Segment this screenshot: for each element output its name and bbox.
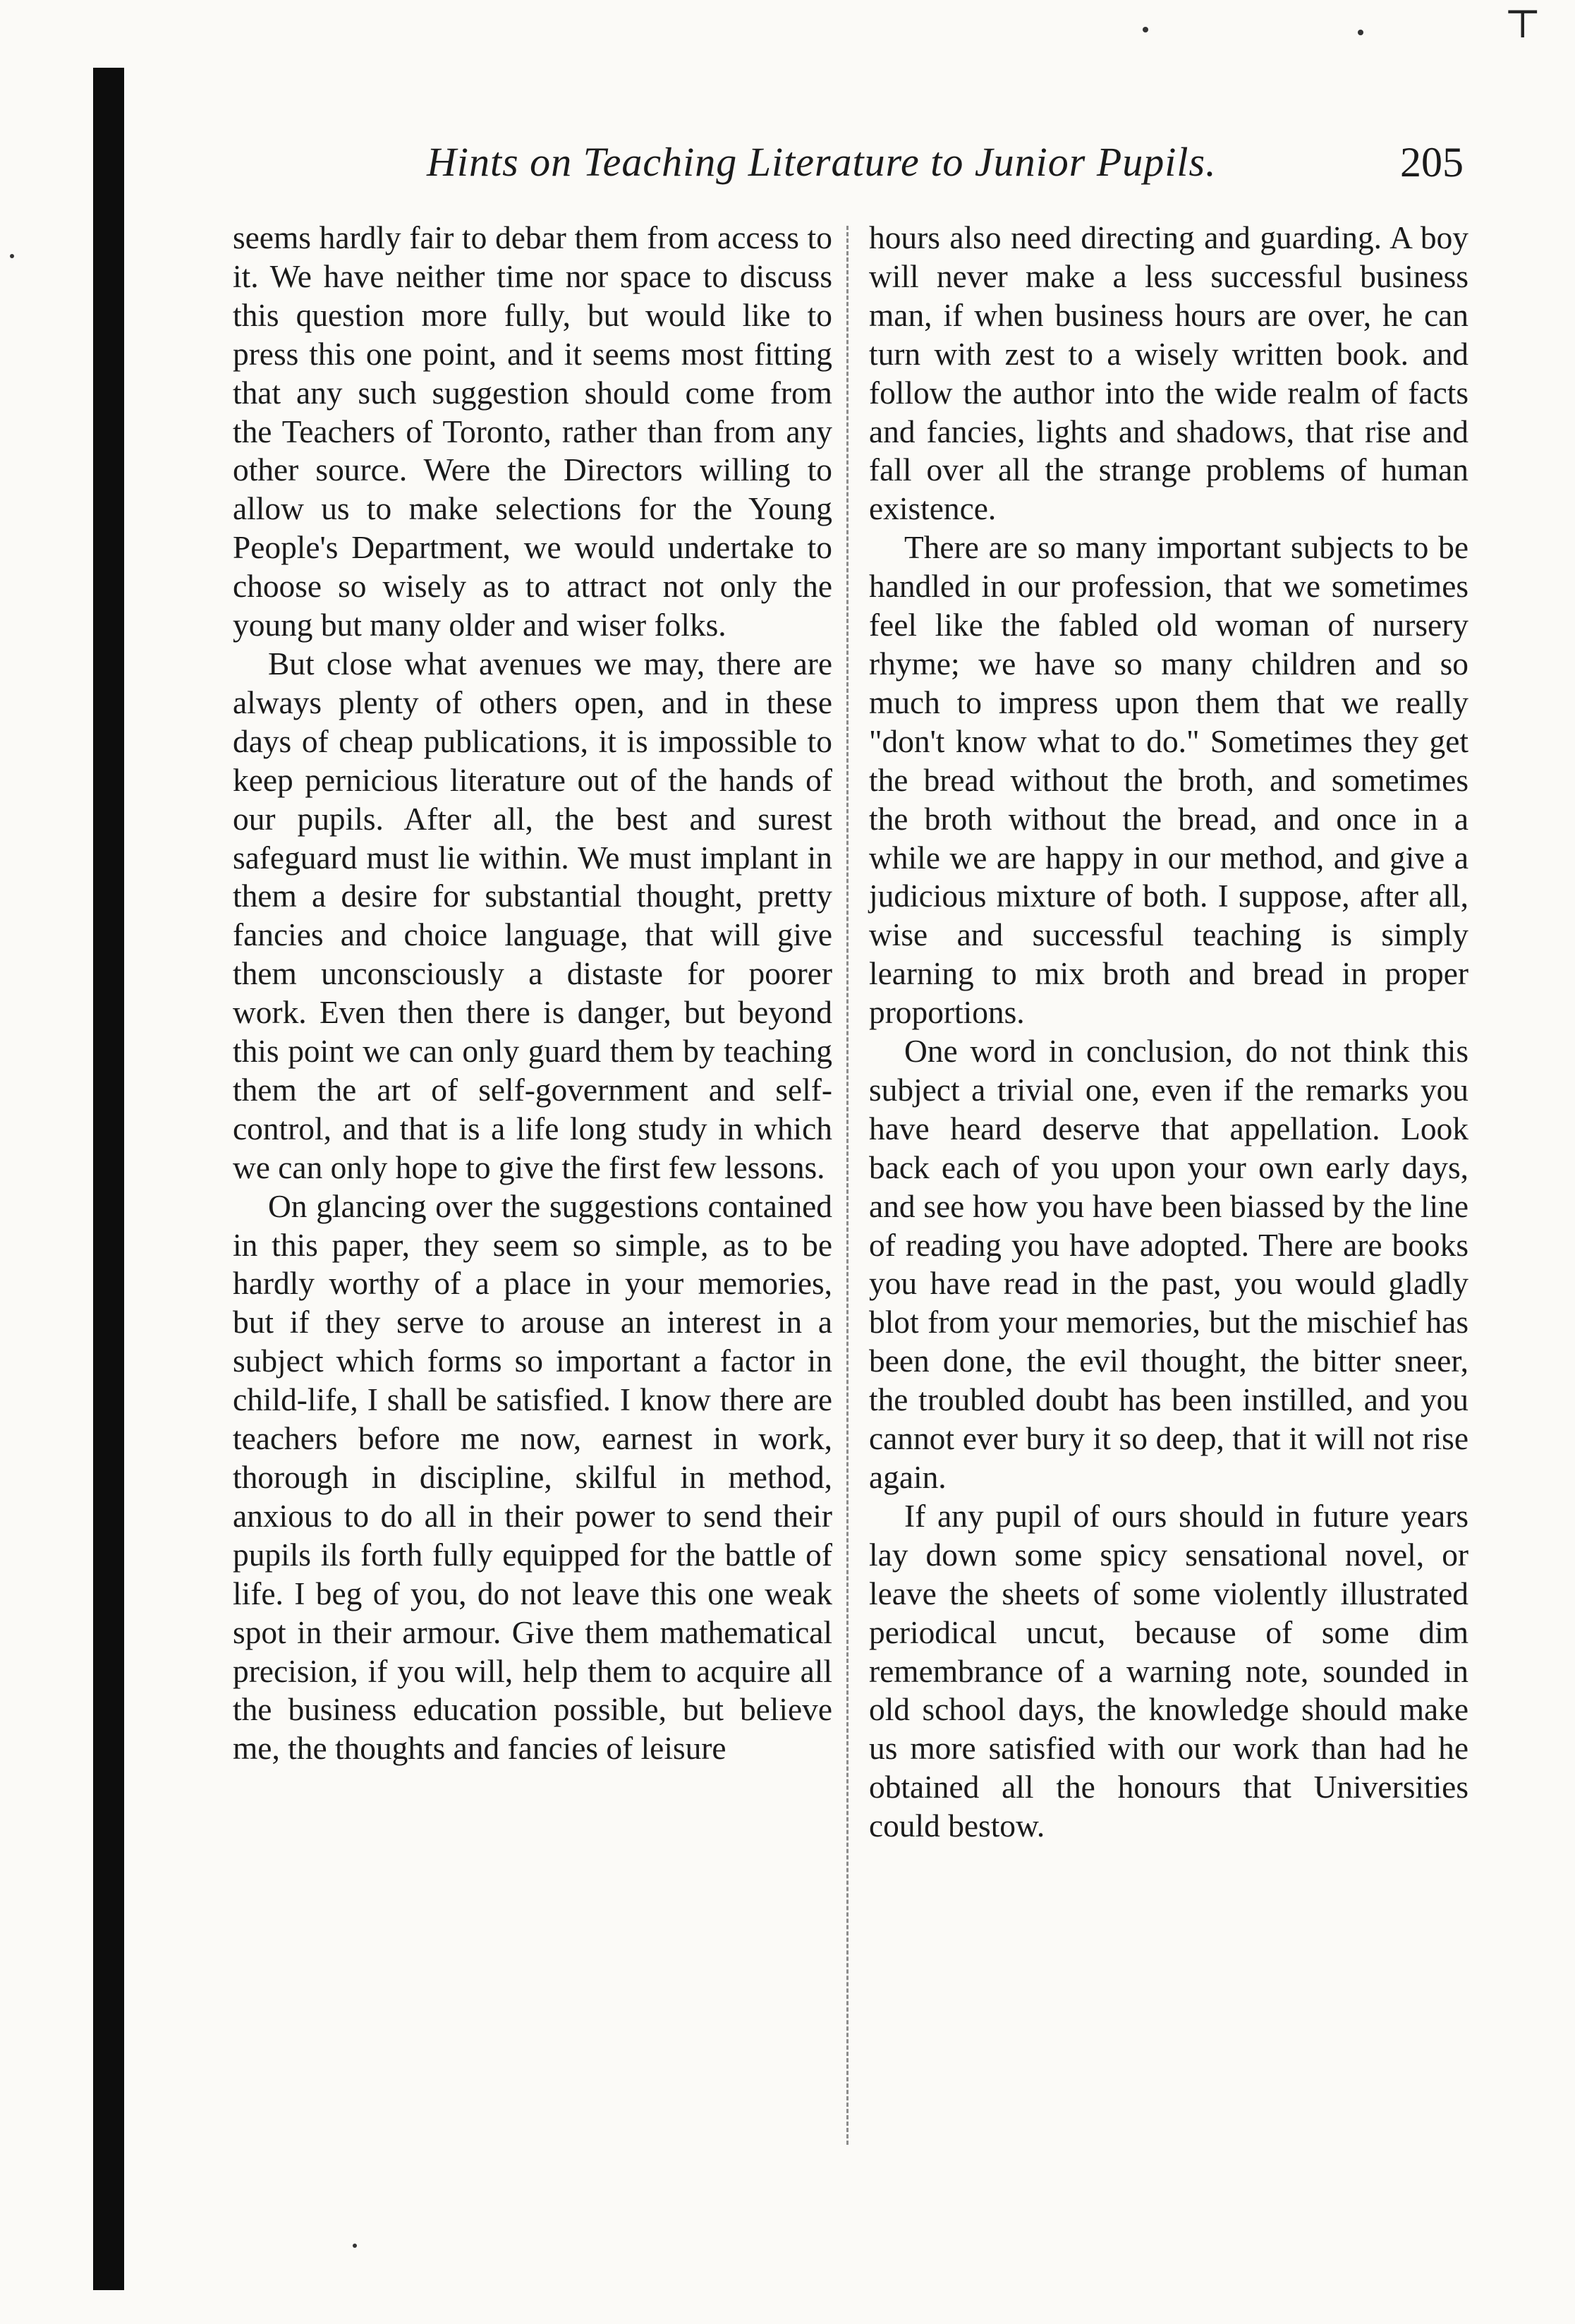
paragraph: There are so many important subjects to be handled in our profession, that we sometimes feel like the fabled old woman of nursery rhyme; we have so many children and so much to impress upon them that we really "don't know what to do." Sometimes they get the bread without the broth, and sometimes the broth without the bread, and once in a while we are happy in our method, and give a judicious mixture of both. I suppose, after all, wise and successful teaching is simply learning to mix broth and bread in proper proportions. [869, 530, 1468, 1031]
running-title: Hints on Teaching Literature to Junior Pupils. [427, 139, 1217, 185]
page-header [233, 138, 1502, 195]
left-column [233, 219, 832, 1768]
paragraph: On glancing over the suggestions contained in this paper, they seem so simple, as to be hardly worthy of a place in your memories, but if they serve to arouse an interest in a subject which forms so important a factor in child-life, I shall be satisfied. I know there are teachers before me now, earnest in work, thorough in discipline, skilful in method, anxious to do all in their power to send their pupils ils forth fully equipped for the battle of life. I beg of you, do not leave this one weak spot in their armour. Give them mathematical precision, if you will, help them to acquire all the business education possible, but believe me, the thoughts and fancies of leisure [233, 1188, 832, 1767]
page-number: 205 [1400, 139, 1464, 186]
paragraph: hours also need directing and guarding. A boy will never make a less successful business man, if when business hours are over, he can turn with zest to a wisely written book. and follow the author into the wide realm of facts and fancies, lights and shadows, that rise and fall over all the strange problems of human existence. [869, 220, 1468, 527]
paragraph: If any pupil of ours should in future years lay down some spicy sensational novel, or leave the sheets of some violently illustrated periodical uncut, because of some dim remembrance of a warning note, sounded in old school days, the knowledge should make us more satisfied with our work than had he obtained all the honours that Universities could bestow. [869, 1498, 1468, 1844]
speck [353, 2244, 357, 2248]
corner-mark: ⊤ [1504, 3, 1541, 47]
speck [1358, 30, 1363, 35]
column-divider [846, 226, 849, 2145]
paragraph: seems hardly fair to debar them from access to it. We have neither time nor space to discuss this question more fully, but would like to press this one point, and it seems most fitting that any such suggestion should come from the Teachers of Toronto, rather than from any other source. Were the Directors willing to allow us to make selections for the Young People's Department, we would undertake to choose so wisely as to attract not only the young but many older and wiser folks. [233, 220, 832, 643]
paragraph: But close what avenues we may, there are always plenty of others open, and in these days of cheap publications, it is impossible to keep pernicious literature out of the hands of our pupils. After all, the best and surest safeguard must lie within. We must implant in them a desire for substantial thought, pretty fancies and choice language, that will give them unconsciously a distaste for poorer work. Even then there is danger, but beyond this point we can only guard them by teaching them the art of self-government and self-control, and that is a life long study in which we can only hope to give the first few lessons. [233, 646, 832, 1185]
right-column [869, 219, 1468, 1846]
paragraph: One word in conclusion, do not think this subject a trivial one, even if the remarks you have heard deserve that appellation. Look back each of you upon your own early days, and see how you have been biassed by the line of reading you have adopted. There are books you have read in the past, you would gladly blot from your memories, but the mischief has been done, the evil thought, the bitter sneer, the troubled doubt has been instilled, and you cannot ever bury it so deep, that it will not rise again. [869, 1034, 1468, 1495]
speck [10, 254, 14, 258]
speck [1143, 27, 1148, 32]
binding-shadow [93, 68, 124, 2290]
